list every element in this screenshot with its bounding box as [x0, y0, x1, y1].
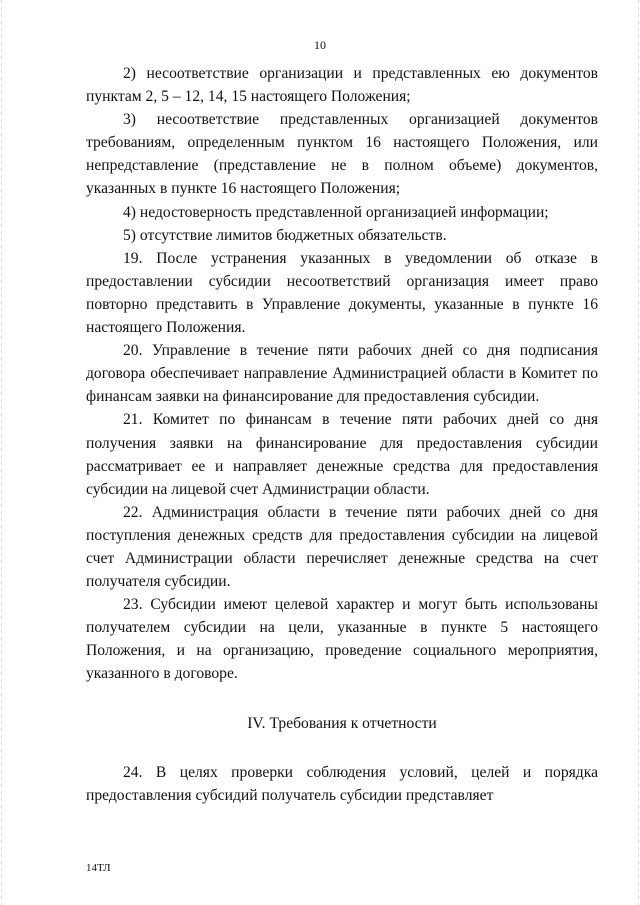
paragraph-item-4: 4) недостоверность представленной организацией информации;: [123, 203, 549, 221]
paragraph-clause-20: 20. Управление в течение пяти рабочих дней со дня подписания договора обеспечивает направление Администрацией области в Комитет по финансам заявки на финансирование для предоставления субсидии.: [86, 342, 598, 406]
document-body: [86, 62, 598, 807]
paragraph-clause-19: 19. После устранения указанных в уведомлении об отказе в предоставлении субсидии несоответствий организация имеет право повторно представить в Управление документы, указанные в пункте 16 настоящего Положения.: [86, 249, 598, 337]
footer-code: 14ТЛ: [86, 862, 111, 874]
section-heading: IV. Требования к отчетности: [247, 714, 437, 732]
scan-edge-right: [638, 0, 639, 905]
page-number: 10: [314, 38, 326, 52]
paragraph-item-5: 5) отсутствие лимитов бюджетных обязательств.: [123, 226, 447, 244]
paragraph-item-2: 2) несоответствие организации и представленных ею документов пунктам 2, 5 – 12, 14, 15 настоящего Положения;: [86, 65, 598, 106]
scan-edge-left: [1, 0, 2, 905]
paragraph-clause-22: 22. Администрация области в течение пяти рабочих дней со дня поступления денежных средств для предоставления субсидии на лицевой счет Администрации области перечисляет денежные средства на счет получателя субсидии.: [86, 503, 598, 591]
paragraph-clause-23: 23. Субсидии имеют целевой характер и могут быть использованы получателем субсидии на цели, указанные в пункте 5 настоящего Положения, и на организацию, проведение социального мероприятия, указанного в договоре.: [86, 596, 598, 683]
paragraph-clause-21: 21. Комитет по финансам в течение пяти рабочих дней со дня получения заявки на финансирование для предоставления субсидии рассматривает ее и направляет денежные средства для предоставления субсидии на лицевой счет Администрации области.: [86, 411, 598, 498]
paragraph-clause-24: 24. В целях проверки соблюдения условий, целей и порядка предоставления субсидий получатель субсидии представляет: [86, 763, 598, 804]
paragraph-item-3: 3) несоответствие представленных организацией документов требованиям, определенным пунктом 16 настоящего Положения, или непредставление (представление не в полном объеме) документов, указанных в пункте 16 настоящего Положения;: [86, 111, 598, 198]
